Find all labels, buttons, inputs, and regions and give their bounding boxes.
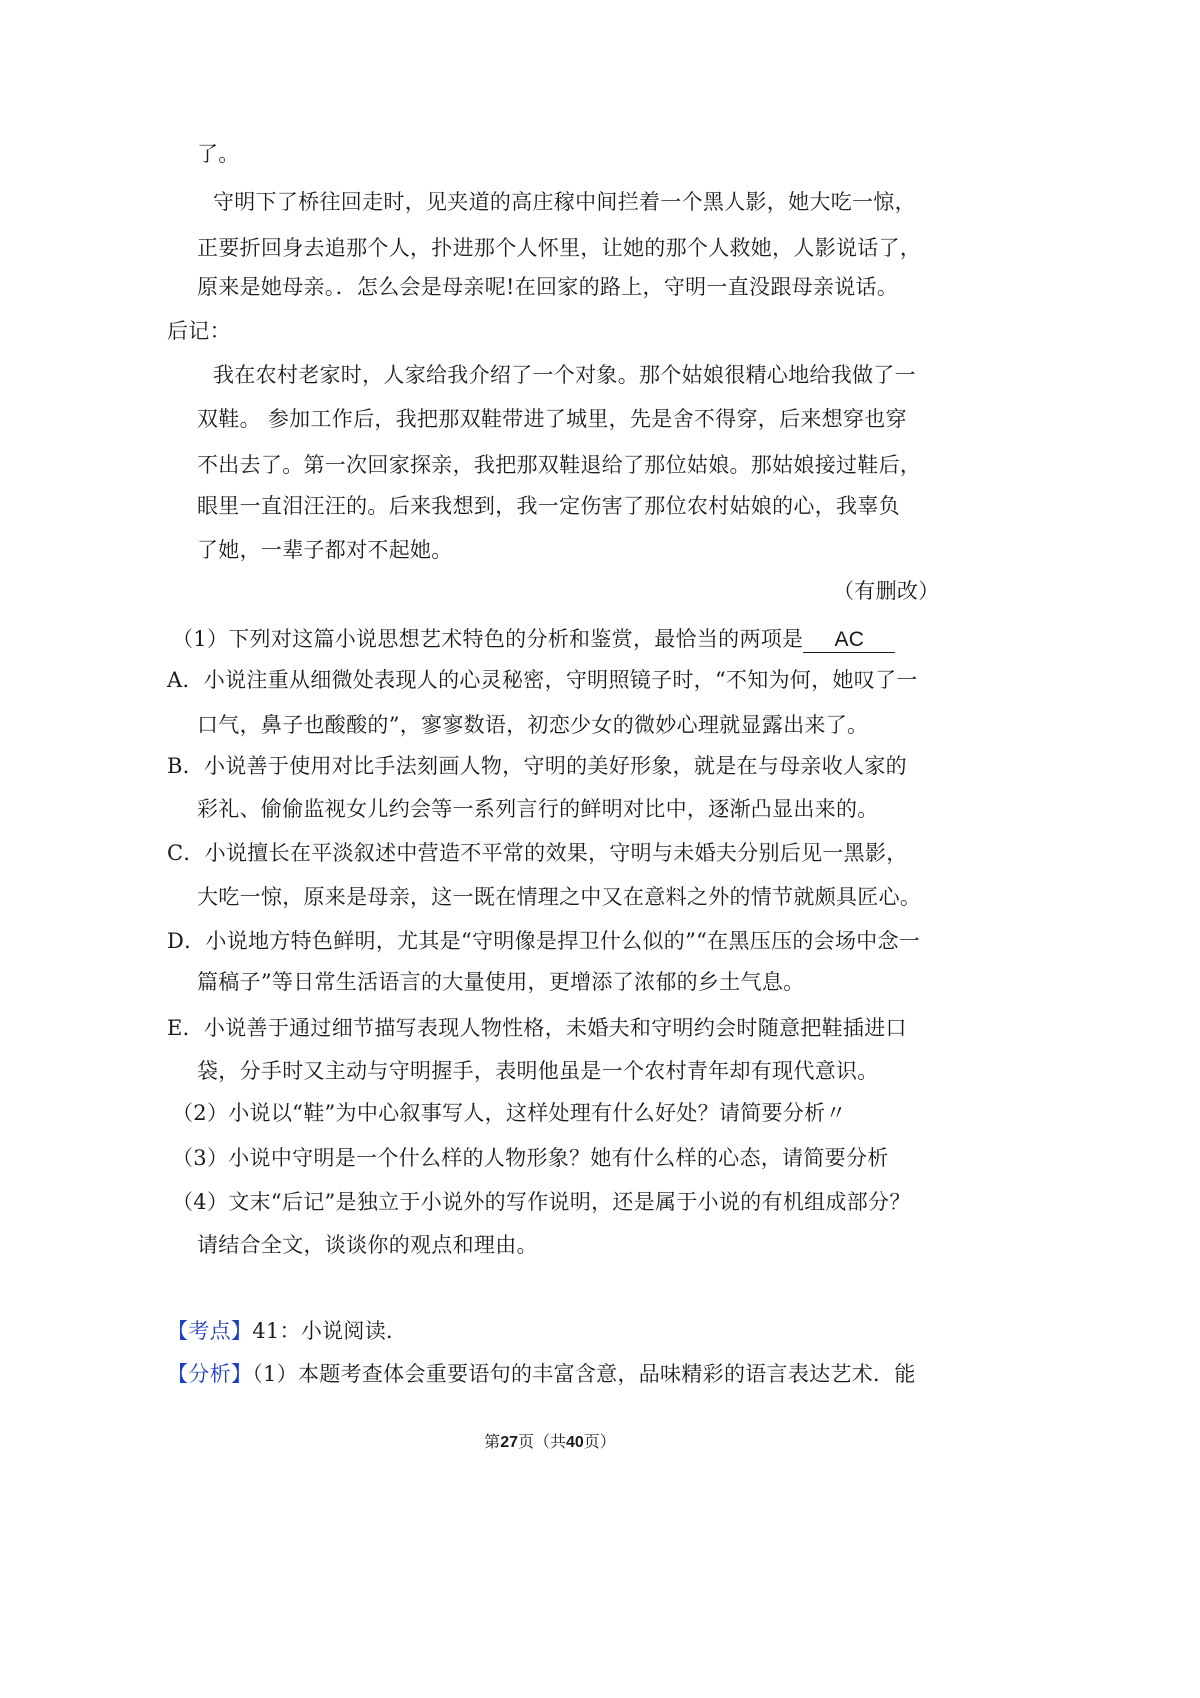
option-b: B．小说善于使用对比手法刻画人物，守明的美好形象，就是在与母亲收人家的 [167, 754, 907, 778]
option-a-continued: 口气，鼻子也酸酸的”，寥寥数语，初恋少女的微妙心理就显露出来了。 [197, 713, 869, 737]
fenxi-text: （1）本题考查体会重要语句的丰富含意，品味精彩的语言表达艺术．能 [252, 1362, 916, 1386]
story-line: 守明下了桥往回走时，见夹道的高庄稼中间拦着一个黑人影，她大吃一惊， [213, 190, 916, 214]
story-line: 双鞋。 参加工作后，我把那双鞋带进了城里，先是舍不得穿，后来想穿也穿 [197, 407, 907, 431]
option-b-continued: 彩礼、偷偷监视女儿约会等一系列言行的鲜明对比中，逐渐凸显出来的。 [197, 797, 879, 821]
story-line: 原来是她母亲。．怎么会是母亲呢!在回家的路上，守明一直没跟母亲说话。 [197, 275, 899, 299]
kaodian-text: 41：小说阅读． [252, 1319, 408, 1343]
question-2: （2）小说以“鞋”为中心叙事写人，这样处理有什么好处？请简要分析〃 [172, 1101, 847, 1125]
option-e-continued: 袋，分手时又主动与守明握手，表明他虽是一个农村青年却有现代意识。 [197, 1059, 879, 1083]
postscript-heading: 后记： [167, 319, 231, 343]
page-footer [0, 1431, 1100, 1454]
option-d-continued: 篇稿子”等日常生活语言的大量使用，更增添了浓郁的乡土气息。 [197, 970, 805, 994]
story-line: 了她，一辈子都对不起她。 [197, 538, 453, 562]
answer-blank: AC [803, 628, 895, 653]
footer-suffix: 页） [583, 1432, 616, 1451]
question-4-continued: 请结合全文，谈谈你的观点和理由。 [197, 1233, 538, 1257]
question-4: （4）文末“后记”是独立于小说外的写作说明，还是属于小说的有机组成部分？ [172, 1190, 911, 1214]
story-line: 我在农村老家时，人家给我介绍了一个对象。那个姑娘很精心地给我做了一 [213, 363, 916, 387]
option-a: A．小说注重从细微处表现人的心灵秘密，守明照镜子时，“不知为何，她叹了一 [167, 668, 918, 692]
story-line: 了。 [197, 142, 240, 166]
page-number: 27 [500, 1434, 518, 1451]
kaodian-tag: 【考点】 [167, 1319, 253, 1343]
option-d: D．小说地方特色鲜明，尤其是“守明像是捍卫什么似的”“在黑压压的会场中念一 [167, 929, 921, 953]
option-c: C．小说擅长在平淡叙述中营造不平常的效果，守明与未婚夫分别后见一黑影， [167, 841, 908, 865]
question-3: （3）小说中守明是一个什么样的人物形象？她有什么样的心态，请简要分析 [172, 1146, 889, 1170]
question-1-text: （1）下列对这篇小说思想艺术特色的分析和鉴赏，最恰当的两项是 [172, 627, 804, 651]
story-line: 正要折回身去追那个人，扑进那个人怀里，让她的那个人救她，人影说话了， [197, 236, 922, 260]
footer-prefix: 第 [484, 1432, 501, 1451]
total-pages: 40 [566, 1434, 584, 1451]
fenxi-line [167, 1360, 916, 1388]
story-line: 不出去了。第一次回家探亲，我把那双鞋退给了那位姑娘。那姑娘接过鞋后， [197, 453, 922, 477]
source-note: （有删改） [833, 579, 940, 603]
fenxi-tag: 【分析】 [167, 1362, 253, 1386]
question-1 [172, 625, 895, 653]
story-line: 眼里一直泪汪汪的。后来我想到，我一定伤害了那位农村姑娘的心，我辜负 [197, 494, 900, 518]
kaodian-line [167, 1317, 407, 1345]
footer-middle: 页（共 [517, 1432, 566, 1451]
option-e: E．小说善于通过细节描写表现人物性格，未婚夫和守明约会时随意把鞋插进口 [167, 1016, 907, 1040]
option-c-continued: 大吃一惊，原来是母亲，这一既在情理之中又在意料之外的情节就颇具匠心。 [197, 885, 922, 909]
